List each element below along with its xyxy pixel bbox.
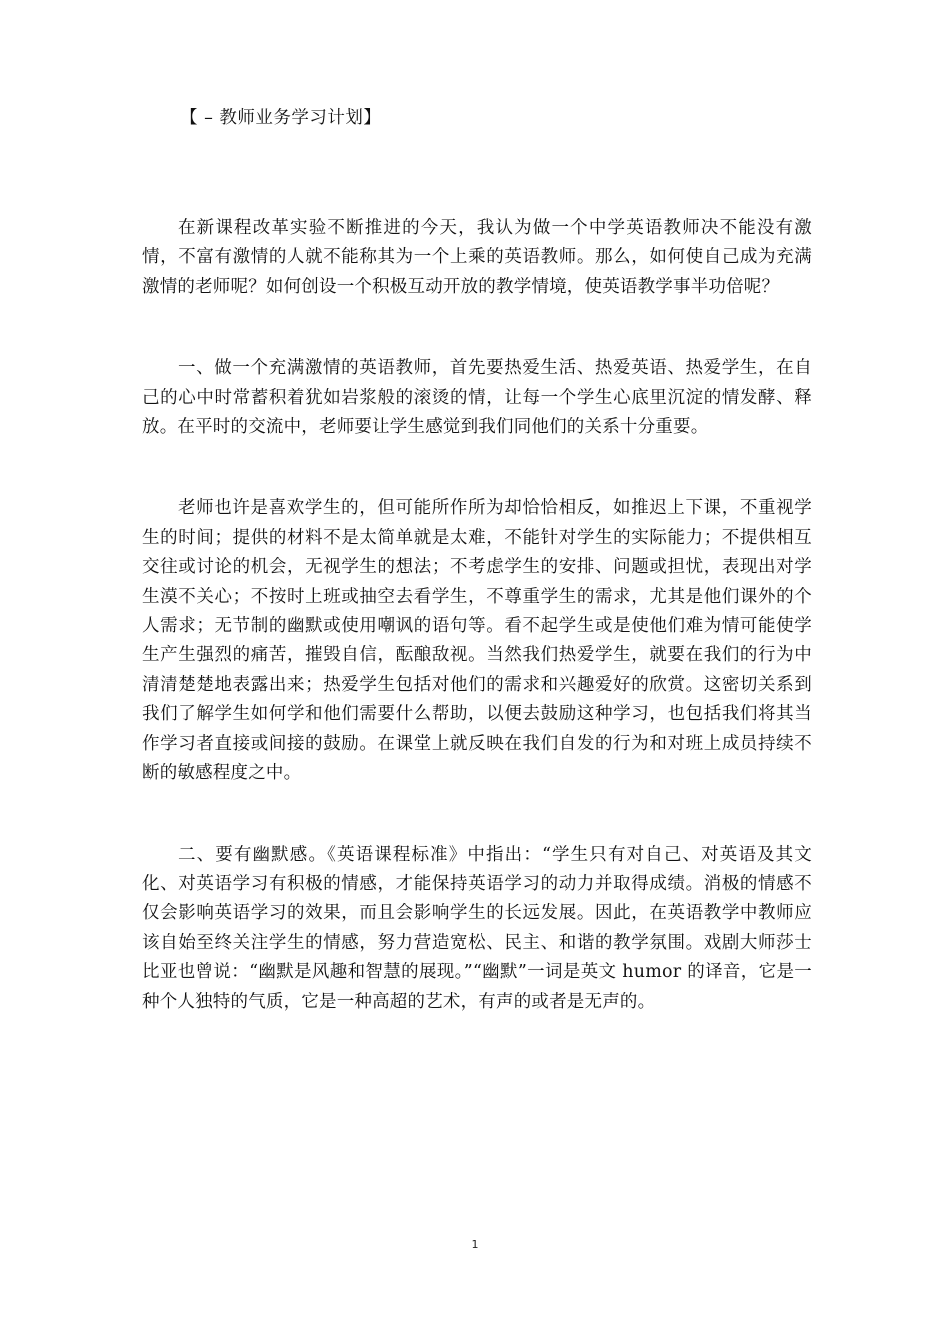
page-number: 1	[471, 1238, 479, 1251]
paragraph-intro: 在新课程改革实验不断推进的今天，我认为做一个中学英语教师决不能没有激情，不富有激情的人就不能称其为一个上乘的英语教师。那么，如何使自己成为充满激情的老师呢？如何创设一个积极互动开放的教学情境，使英语教学事半功倍呢？	[142, 218, 812, 297]
paragraph-point-one: 一、做一个充满激情的英语教师，首先要热爱生活、热爱英语、热爱学生，在自己的心中时常蓄积着犹如岩浆般的滚烫的情，让每一个学生心底里沉淀的情发酵、释放。在平时的交流中，老师要让学生感觉到我们同他们的关系十分重要。	[142, 358, 812, 438]
document-body	[142, 214, 812, 1069]
document-title: 【 – 教师业务学习计划】	[180, 108, 382, 128]
paragraph-teacher-behavior: 老师也许是喜欢学生的，但可能所作所为却恰恰相反，如推迟上下课，不重视学生的时间；提供的材料不是太简单就是太难，不能针对学生的实际能力；不提供相互交往或讨论的机会，无视学生的想法；不考虑学生的安排、问题或担忧，表现出对学生漠不关心；不按时上班或抽空去看学生，不尊重学生的需求，尤其是他们课外的个人需求；无节制的幽默或使用嘲讽的语句等。看不起学生或是使他们难为情可能使学生产生强烈的痛苦，摧毁自信，酝酿敌视。当然我们热爱学生，就要在我们的行为中清清楚楚地表露出来；热爱学生包括对他们的需求和兴趣爱好的欣赏。这密切关系到我们了解学生如何学和他们需要什么帮助，以便去鼓励这种学习，也包括我们将其当作学习者直接或间接的鼓励。在课堂上就反映在我们自发的行为和对班上成员持续不断的敏感程度之中。	[142, 498, 812, 784]
paragraph-point-two: 二、要有幽默感。《英语课程标准》中指出：“学生只有对自己、对英语及其文化、对英语学习有积极的情感，才能保持英语学习的动力并取得成绩。消极的情感不仅会影响英语学习的效果，而且会影响学生的长远发展。因此，在英语教学中教师应该自始至终关注学生的情感，努力营造宽松、民主、和谐的教学氛围。戏剧大师莎士比亚也曾说：“幽默是风趣和智慧的展现。”“幽默”一词是英文 humor 的译音，它是一种个人独特的气质，它是一种高超的艺术，有声的或者是无声的。	[142, 844, 812, 1012]
